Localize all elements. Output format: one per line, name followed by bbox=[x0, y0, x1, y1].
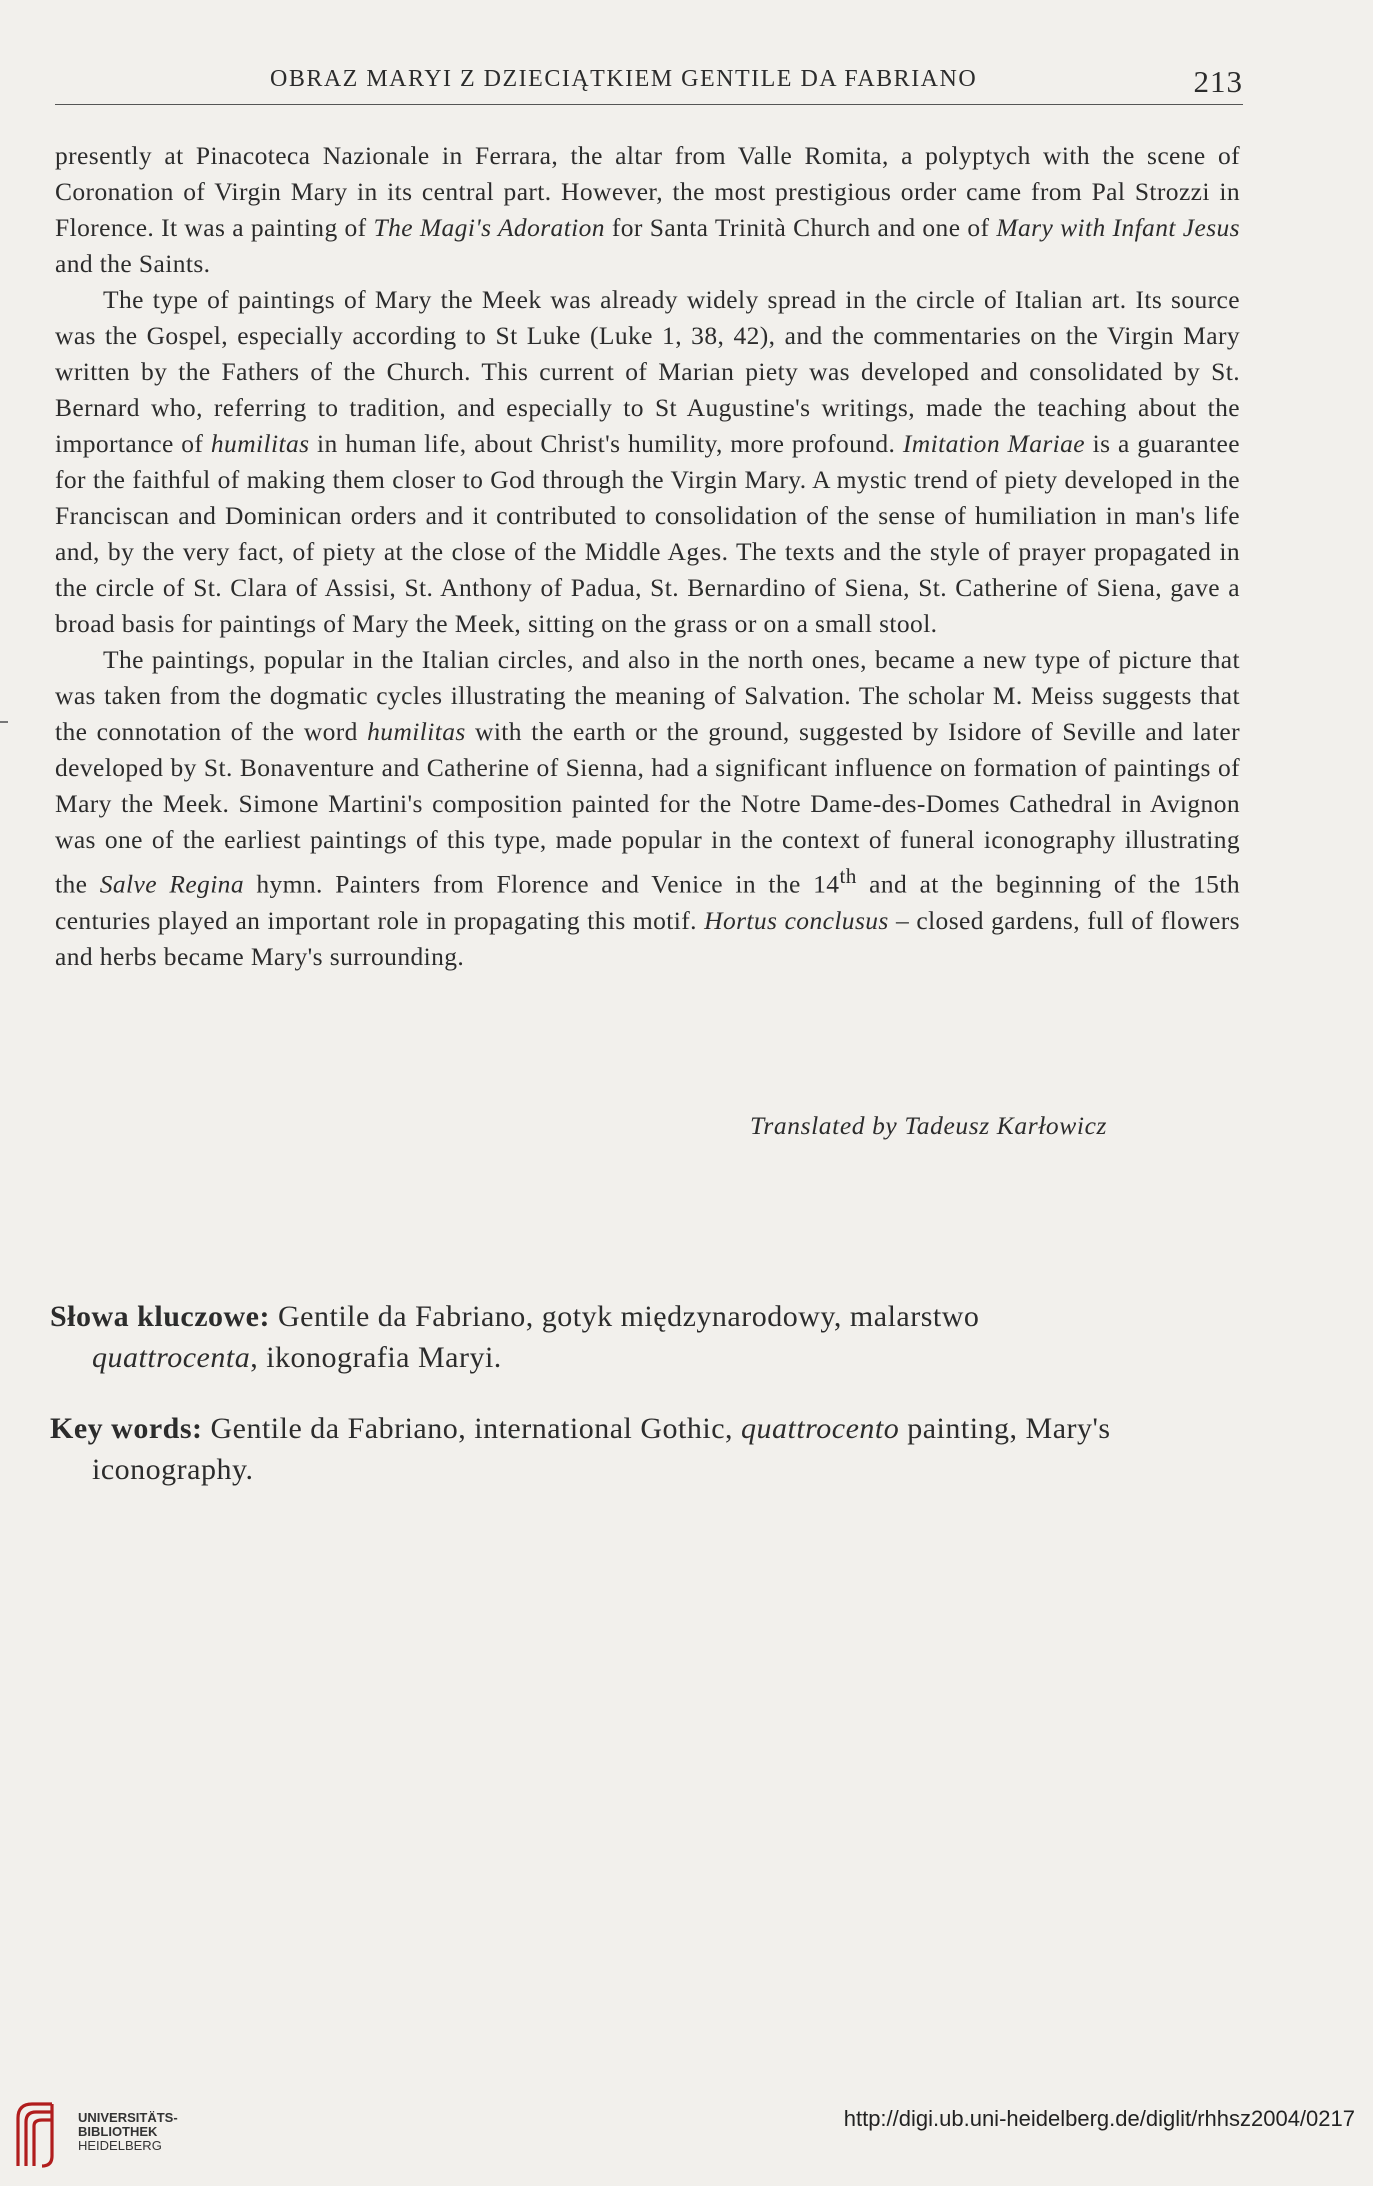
keywords-italic: quattrocento bbox=[741, 1412, 900, 1445]
keywords-row bbox=[50, 1337, 1238, 1378]
keywords-label: Słowa kluczowe: bbox=[50, 1300, 270, 1333]
keywords-row: iconography. bbox=[92, 1453, 254, 1486]
text-run: The paintings, popular in the Italian circles, and also in the north ones, became a new type of picture that was taken from the dogmatic cycles illustrating the meaning of Salvation. The scholar M. Meiss suggests that the connotation of the word bbox=[55, 645, 1240, 746]
keywords-polish bbox=[50, 1296, 1238, 1378]
paragraph-3 bbox=[55, 642, 1240, 975]
italic-title: Imitation Mariae bbox=[902, 429, 1086, 458]
library-name-line: BIBLIOTHEK bbox=[78, 2124, 158, 2139]
library-logo-icon bbox=[12, 2096, 74, 2172]
text-run: presently at Pinacoteca Nazionale in Ferrara, the altar from Valle Romita, a polyptych with the scene of Coronation of Virgin Mary in its central part. However, the most prestigious order came from Pal Strozzi in Florence. It was a painting of bbox=[55, 141, 1240, 242]
paragraph-1 bbox=[55, 138, 1240, 282]
library-name bbox=[78, 2111, 178, 2153]
keywords-text: painting, Mary's bbox=[899, 1412, 1111, 1445]
keywords-text: Gentile da Fabriano, gotyk międzynarodowy, malarstwo bbox=[270, 1300, 980, 1333]
footer bbox=[0, 2066, 1373, 2186]
text-run: with the earth or the ground, suggested by Isidore of Seville and later developed by St. Bonaventure and Catherine of Sienna, had a significant influence on formation of paintings of Mary the Meek. Simone Martini's composition painted for the Notre Dame-des-Domes Cathedral in Avignon was one of the earliest paintings of this type, made popular in the context of funeral iconography illustrating the bbox=[55, 717, 1240, 899]
keywords-text: , ikonografia Maryi. bbox=[250, 1341, 502, 1374]
text-run: – closed gardens, full of flowers and herbs became Mary's surrounding. bbox=[55, 905, 1240, 971]
text-run: is a guarantee for the faithful of making them closer to God through the Virgin Mary. A mystic trend of piety developed in the Franciscan and Dominican orders and it contributed to consolidation of the sense of humiliation in man's life and, by the very fact, of piety at the close of the Middle Ages. The texts and the style of prayer propagated in the circle of St. Clara of Assisi, St. Anthony of Padua, St. Bernardino of Siena, St. Catherine of Siena, gave a broad basis for paintings of Mary the Meek, sitting on the grass or on a small stool. bbox=[55, 429, 1240, 638]
italic-term: humilitas bbox=[367, 717, 466, 746]
keywords-row bbox=[50, 1296, 1238, 1337]
translator-credit: Translated by Tadeusz Karłowicz bbox=[750, 1111, 1108, 1140]
body-text bbox=[55, 138, 1240, 975]
keywords-label: Key words: bbox=[50, 1412, 203, 1445]
gutter-mark bbox=[0, 721, 8, 723]
italic-term: Hortus conclusus bbox=[704, 905, 889, 935]
text-run: hymn. Painters from Florence and Venice in the 14 bbox=[243, 869, 840, 899]
text-run: and the Saints. bbox=[55, 249, 211, 278]
keywords-italic: quattrocenta bbox=[92, 1341, 251, 1374]
italic-title: Mary with Infant Jesus bbox=[996, 213, 1241, 242]
keywords-text: Gentile da Fabriano, international Gothic, bbox=[202, 1412, 742, 1445]
library-name-line: UNIVERSITÄTS- bbox=[78, 2110, 178, 2125]
source-url-link[interactable]: http://digi.ub.uni-heidelberg.de/diglit/rhhsz2004/0217 bbox=[843, 2106, 1355, 2131]
superscript: th bbox=[839, 864, 857, 888]
keywords-english bbox=[50, 1408, 1238, 1490]
text-run: in human life, about Christ's humility, more profound. bbox=[309, 429, 903, 458]
page-header bbox=[55, 58, 1243, 105]
text-run: and at the beginning of the 15th centuries played an important role in propagating this motif. bbox=[55, 869, 1240, 935]
library-name-line: HEIDELBERG bbox=[78, 2138, 162, 2153]
text-run: The type of paintings of Mary the Meek was already widely spread in the circle of Italian art. Its source was the Gospel, especially according to St Luke (Luke 1, 38, 42), and the commentaries on the Virgin Mary written by the Fathers of the Church. This current of Marian piety was developed and consolidated by St. Bernard who, referring to tradition, and especially to St Augustine's writings, made the teaching about the importance of bbox=[55, 285, 1240, 458]
italic-title: The Magi's Adoration bbox=[373, 213, 605, 242]
keywords-row bbox=[50, 1408, 1238, 1449]
page-number: 213 bbox=[1193, 64, 1243, 99]
text-run: for Santa Trinità Church and one of bbox=[604, 213, 997, 242]
paragraph-2 bbox=[55, 282, 1240, 642]
italic-title: Salve Regina bbox=[99, 869, 244, 899]
running-title: OBRAZ MARYI Z DZIECIĄTKIEM GENTILE DA FABRIANO bbox=[270, 66, 978, 92]
italic-term: humilitas bbox=[210, 429, 310, 458]
